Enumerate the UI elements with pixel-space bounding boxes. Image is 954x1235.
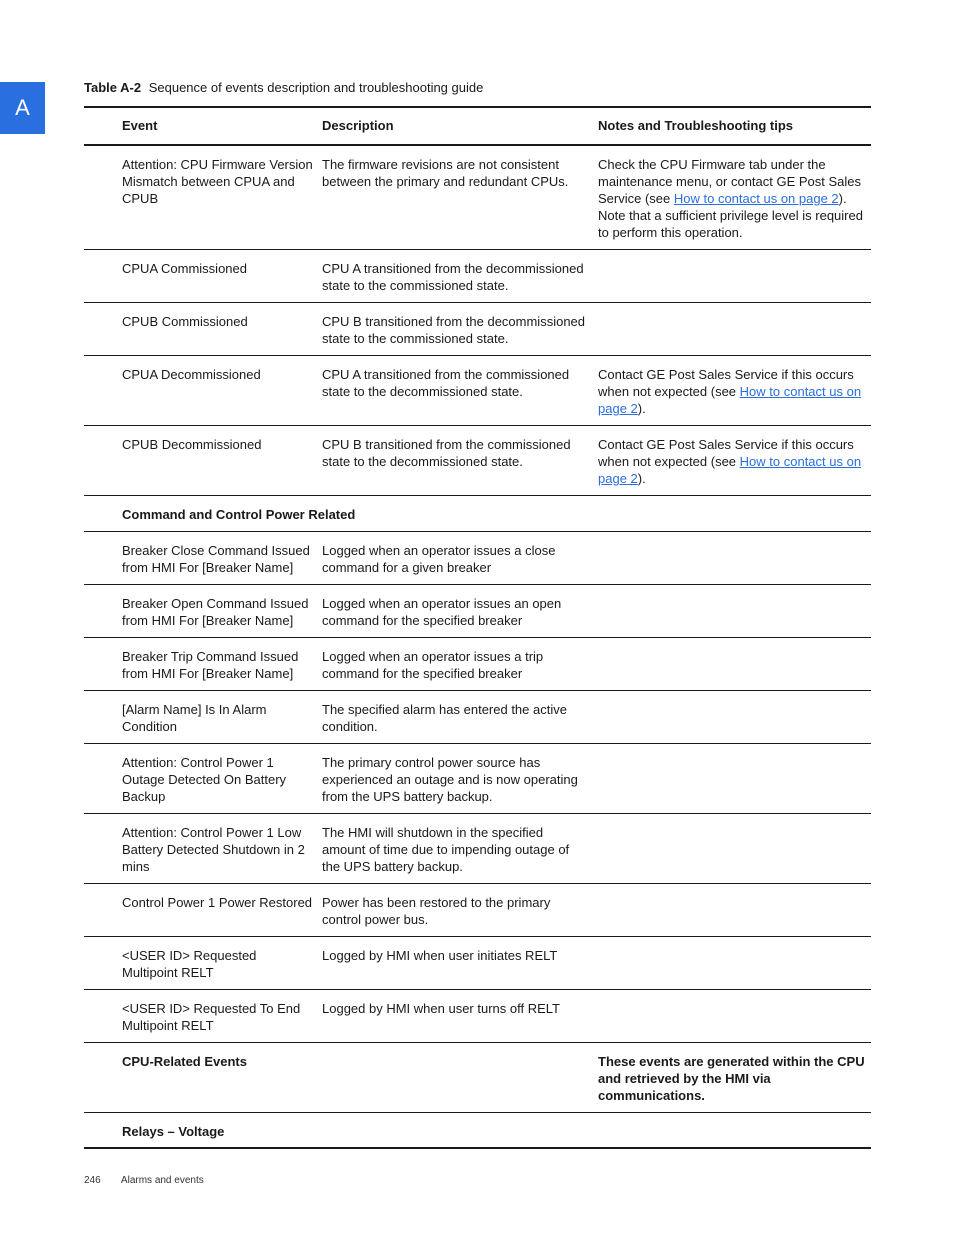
notes-cell xyxy=(598,156,866,241)
notes-text: Check the CPU Firmware tab under the maintenance menu, or contact GE Post Sales Service (see xyxy=(598,157,862,206)
table-title: Sequence of events description and troubleshooting guide xyxy=(148,80,484,95)
description-cell: Logged when an operator issues a close command for a given breaker xyxy=(322,543,556,575)
table-row xyxy=(84,584,871,637)
description-cell: Logged when an operator issues a trip command for the specified breaker xyxy=(322,649,544,681)
event-cell: CPUB Commissioned xyxy=(122,314,248,329)
table-row xyxy=(84,145,871,249)
page-footer xyxy=(84,1175,222,1186)
description-cell: The primary control power source has experienced an outage and is now operating from the UPS battery backup. xyxy=(322,755,578,804)
section-title: Command and Control Power Related xyxy=(122,507,356,522)
contact-link[interactable]: How to contact us on page 2 xyxy=(598,454,862,486)
event-cell: CPUA Commissioned xyxy=(122,261,247,276)
table-row xyxy=(84,637,871,690)
description-cell: CPU A transitioned from the decommissioned state to the commissioned state. xyxy=(322,261,584,293)
event-cell: Attention: Control Power 1 Outage Detected On Battery Backup xyxy=(122,755,287,804)
description-cell: Logged when an operator issues an open command for the specified breaker xyxy=(322,596,562,628)
table-row xyxy=(84,690,871,743)
section-row xyxy=(84,1112,871,1147)
section-title: Relays – Voltage xyxy=(122,1124,225,1139)
description-cell: Power has been restored to the primary control power bus. xyxy=(322,895,551,927)
event-cell: Breaker Trip Command Issued from HMI For [Breaker Name] xyxy=(122,649,299,681)
header-notes: Notes and Troubleshooting tips xyxy=(598,118,793,133)
section-row xyxy=(84,495,871,531)
event-cell: Attention: CPU Firmware Version Mismatch between CPUA and CPUB xyxy=(122,157,313,206)
table-header-row xyxy=(84,108,871,145)
section-notes: These events are generated within the CPU and retrieved by the HMI via communications. xyxy=(598,1054,865,1103)
event-cell: Breaker Open Command Issued from HMI For [Breaker Name] xyxy=(122,596,309,628)
contact-link[interactable]: How to contact us on page 2 xyxy=(598,384,862,416)
table-row xyxy=(84,883,871,936)
table-row xyxy=(84,249,871,302)
table-row xyxy=(84,355,871,425)
description-cell: Logged by HMI when user initiates RELT xyxy=(322,948,558,963)
table-row xyxy=(84,425,871,495)
notes-text: Contact GE Post Sales Service if this occurs when not expected (see xyxy=(598,367,854,399)
description-cell: The firmware revisions are not consistent between the primary and redundant CPUs. xyxy=(322,157,569,189)
section-title: CPU-Related Events xyxy=(122,1054,247,1069)
notes-cell xyxy=(598,436,866,487)
event-cell: <USER ID> Requested Multipoint RELT xyxy=(122,948,257,980)
event-cell: <USER ID> Requested To End Multipoint RELT xyxy=(122,1001,301,1033)
event-cell: Control Power 1 Power Restored xyxy=(122,895,313,910)
event-cell: Breaker Close Command Issued from HMI For [Breaker Name] xyxy=(122,543,310,575)
table-row xyxy=(84,531,871,584)
event-cell: Attention: Control Power 1 Low Battery Detected Shutdown in 2 mins xyxy=(122,825,305,874)
description-cell: The HMI will shutdown in the specified amount of time due to impending outage of the UPS battery backup. xyxy=(322,825,570,874)
event-cell: CPUA Decommissioned xyxy=(122,367,261,382)
events-table xyxy=(84,106,871,1149)
table-row xyxy=(84,936,871,989)
event-cell: CPUB Decommissioned xyxy=(122,437,262,452)
header-event: Event xyxy=(122,118,158,133)
description-cell: Logged by HMI when user turns off RELT xyxy=(322,1001,560,1016)
header-description: Description xyxy=(322,118,394,133)
table-row xyxy=(84,989,871,1042)
event-cell: [Alarm Name] Is In Alarm Condition xyxy=(122,702,267,734)
notes-cell xyxy=(598,366,866,417)
description-cell: CPU A transitioned from the commissioned state to the decommissioned state. xyxy=(322,367,570,399)
description-cell: CPU B transitioned from the commissioned state to the decommissioned state. xyxy=(322,437,571,469)
table-row xyxy=(84,813,871,883)
contact-link[interactable]: How to contact us on page 2 xyxy=(673,191,839,206)
section-row xyxy=(84,1042,871,1112)
table-label: Table A-2 xyxy=(84,80,142,95)
description-cell: The specified alarm has entered the active condition. xyxy=(322,702,567,734)
table-caption xyxy=(84,80,483,95)
notes-text: Contact GE Post Sales Service if this occurs when not expected (see xyxy=(598,437,854,469)
table-row xyxy=(84,743,871,813)
description-cell: CPU B transitioned from the decommissioned state to the commissioned state. xyxy=(322,314,586,346)
notes-text: ). xyxy=(637,401,646,416)
notes-text: ). xyxy=(637,471,646,486)
table-row xyxy=(84,302,871,355)
page-number: 246 xyxy=(84,1175,101,1186)
section-tab: A xyxy=(0,82,45,134)
footer-title: Alarms and events xyxy=(120,1175,204,1186)
notes-text: ). Note that a sufficient privilege level is required to perform this operation. xyxy=(598,191,863,240)
